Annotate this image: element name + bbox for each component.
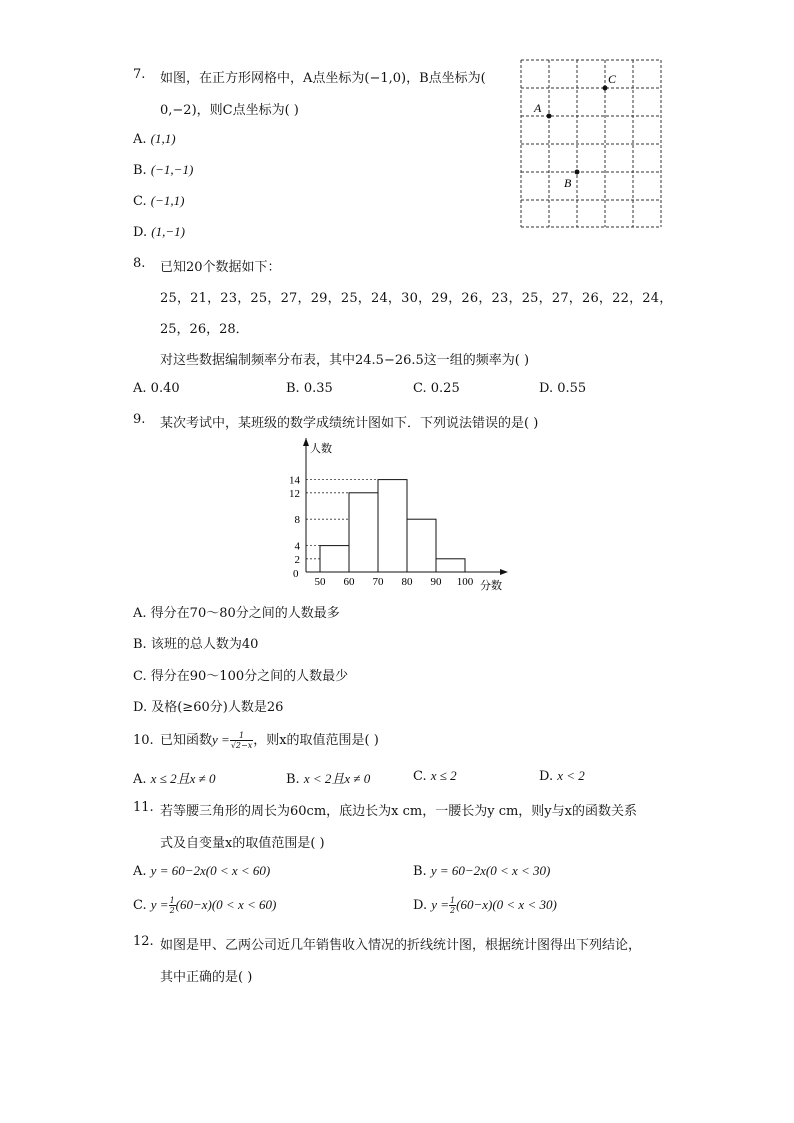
option-label: A. <box>133 606 147 621</box>
option-label: B. <box>133 637 147 652</box>
point-a-label: A <box>534 101 542 115</box>
q11-option-b[interactable] <box>413 863 550 879</box>
q7-grid-figure <box>515 55 667 235</box>
q12-number: 12. <box>133 934 154 949</box>
q12-stem-line2: 其中正确的是( ) <box>160 970 253 985</box>
q10-stem-a: 已知函数 <box>160 733 213 748</box>
option-label: D. <box>539 769 554 784</box>
q10-option-c[interactable] <box>413 768 457 784</box>
option-text: 该班的总人数为40 <box>150 637 259 652</box>
option-text: 0.35 <box>303 381 333 396</box>
q8-question: 对这些数据编制频率分布表，其中24.5−26.5这一组的频率为( ) <box>160 353 530 368</box>
q11-number: 11. <box>133 800 154 815</box>
q7-option-a[interactable] <box>133 131 176 147</box>
q9-option-a[interactable] <box>133 602 340 621</box>
q8-number: 8. <box>133 256 146 271</box>
fraction-denominator: 2 <box>450 906 456 915</box>
q8-option-b[interactable] <box>286 381 333 396</box>
option-label: B. <box>286 381 300 396</box>
y-axis-title: 人数 <box>310 443 332 455</box>
option-label: C. <box>413 769 427 784</box>
option-text: (1,1) <box>150 131 176 146</box>
q11-option-c[interactable] <box>133 896 276 915</box>
q9-stem: 某次考试中，某班级的数学成绩统计图如下．下列说法错误的是( ) <box>160 416 539 431</box>
option-label: B. <box>413 864 427 879</box>
q9-option-b[interactable] <box>133 633 258 652</box>
option-text: x ≤ 2且x ≠ 0 <box>150 771 216 786</box>
x-tick-label: 100 <box>456 576 474 588</box>
x-tick-label: 50 <box>314 576 326 588</box>
q8-data-line2: 25，26，28． <box>160 322 249 337</box>
option-text: (60−x)(0 < x < 60) <box>175 897 277 912</box>
fraction-denominator: √2−x <box>230 741 253 750</box>
q7-stem-line1: 如图，在正方形网格中，A点坐标为(−1,0)，B点坐标为( <box>160 71 486 86</box>
option-label: A. <box>133 381 147 396</box>
point-b-dot <box>575 170 580 175</box>
q9-histogram <box>280 438 512 596</box>
option-text: (−1,1) <box>150 193 185 208</box>
q10-number: 10. <box>133 733 154 748</box>
option-text: 0.55 <box>557 381 587 396</box>
y-tick-label: 2 <box>294 553 300 566</box>
option-label: A. <box>133 772 147 787</box>
option-text: x < 2 <box>557 768 585 783</box>
q8-option-a[interactable] <box>133 381 180 396</box>
q9-option-d[interactable] <box>133 696 283 715</box>
q10-y-eq: y = <box>212 732 230 747</box>
option-label: D. <box>133 700 148 715</box>
q7-option-c[interactable] <box>133 193 184 209</box>
q10-option-a[interactable] <box>133 768 215 787</box>
option-label: D. <box>413 898 428 913</box>
option-text: 0.40 <box>150 381 180 396</box>
fraction-numerator: 1 <box>450 896 456 905</box>
y-tick-label: 12 <box>289 487 300 500</box>
point-c-label: C <box>608 72 617 86</box>
option-text: 得分在90～100分之间的人数最少 <box>150 669 349 684</box>
x-axis-title: 分数 <box>480 580 502 592</box>
q7-number: 7. <box>133 67 146 82</box>
fraction-numerator: 1 <box>230 731 253 741</box>
x-tick-label: 80 <box>401 576 413 588</box>
q7-option-d[interactable] <box>133 224 185 240</box>
q8-stem: 已知20个数据如下： <box>160 260 281 275</box>
x-tick-label: 60 <box>343 576 355 588</box>
option-label: D. <box>539 381 554 396</box>
option-text: y = 60−2x(0 < x < 30) <box>430 863 551 878</box>
fraction-denominator: 2 <box>169 906 175 915</box>
q9-number: 9. <box>133 412 146 427</box>
option-text: x < 2且x ≠ 0 <box>303 771 371 786</box>
option-text: 得分在70～80分之间的人数最多 <box>150 606 340 621</box>
grid-lines <box>521 60 661 227</box>
q11-option-a[interactable] <box>133 863 270 879</box>
q10-option-b[interactable] <box>286 768 370 787</box>
option-label: D. <box>133 225 148 240</box>
option-pre: y = <box>431 897 450 912</box>
option-label: B. <box>133 163 147 178</box>
q8-data-line1: 25，21，23，25，27，29，25，24，30，29，26，23，25，27，26，22，24， <box>160 291 673 306</box>
y-tick-label: 8 <box>294 514 300 527</box>
histogram-bar-70-80 <box>378 480 407 572</box>
origin-label: 0 <box>293 568 299 580</box>
x-tick-label: 70 <box>372 576 384 588</box>
fraction-numerator: 1 <box>169 896 175 905</box>
histogram-bar-60-70 <box>349 493 378 572</box>
y-axis-arrow <box>303 438 309 446</box>
option-text: 及格(≥60分)人数是26 <box>151 700 284 715</box>
q11-stem-line1: 若等腰三角形的周长为60cm，底边长为x cm，一腰长为y cm，则y与x的函数关系 <box>160 804 637 819</box>
x-axis-arrow <box>500 569 508 575</box>
option-text: (−1,−1) <box>150 162 194 177</box>
point-a-dot <box>547 114 552 119</box>
q7-stem-line2: 0,−2)，则C点坐标为( ) <box>160 103 299 118</box>
option-label: C. <box>413 381 427 396</box>
y-tick-label: 4 <box>294 540 300 553</box>
option-label: C. <box>133 194 147 209</box>
option-label: C. <box>133 898 147 913</box>
q10-stem-b: ，则x的取值范围是( ) <box>253 733 379 748</box>
q7-option-b[interactable] <box>133 162 193 178</box>
q8-option-d[interactable] <box>539 381 586 396</box>
q11-stem-line2: 式及自变量x的取值范围是( ) <box>160 836 325 851</box>
point-b-label: B <box>564 176 572 190</box>
option-pre: y = <box>150 897 169 912</box>
option-label: C. <box>133 669 147 684</box>
half-fraction <box>169 896 176 915</box>
histogram-bar-80-90 <box>407 519 436 572</box>
histogram-bar-50-60 <box>320 546 349 572</box>
y-tick-label: 14 <box>289 474 300 487</box>
option-text: (1,−1) <box>151 224 185 239</box>
option-label: A. <box>133 864 147 879</box>
q10-stem <box>160 729 379 750</box>
q9-option-c[interactable] <box>133 665 348 684</box>
option-text: y = 60−2x(0 < x < 60) <box>150 863 271 878</box>
option-label: B. <box>286 772 300 787</box>
point-c-dot <box>603 86 608 91</box>
q10-fraction <box>230 731 253 750</box>
option-text: 0.25 <box>430 381 460 396</box>
q12-stem-line1: 如图是甲、乙两公司近几年销售收入情况的折线统计图，根据统计图得出下列结论， <box>160 938 642 953</box>
q10-option-d[interactable] <box>539 768 585 784</box>
q11-option-d[interactable] <box>413 896 557 915</box>
option-text: x ≤ 2 <box>430 768 457 783</box>
histogram-bar-90-100 <box>436 559 465 572</box>
q8-option-c[interactable] <box>413 381 460 396</box>
option-label: A. <box>133 132 147 147</box>
option-text: (60−x)(0 < x < 30) <box>456 897 557 912</box>
x-tick-label: 90 <box>430 576 442 588</box>
